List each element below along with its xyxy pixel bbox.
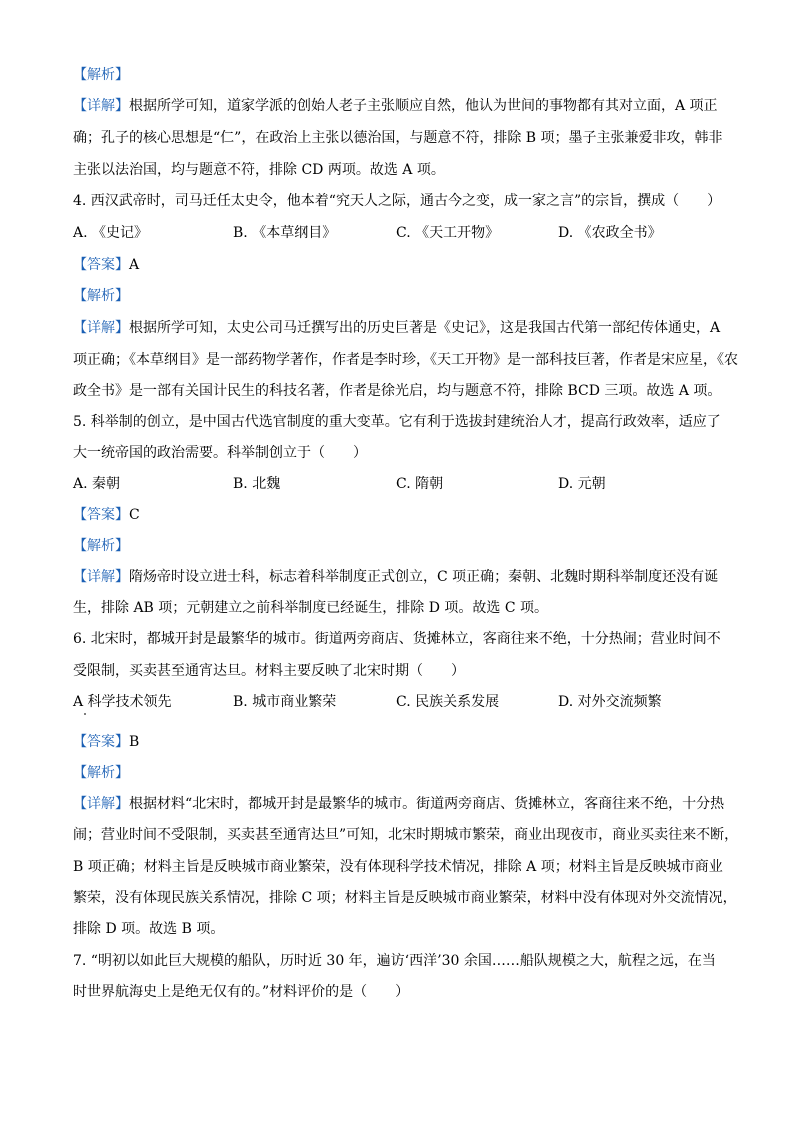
q4-answer: 【答案】A (73, 257, 140, 273)
q5-stem-line-2: 大一统帝国的政治需要。科举制创立于（ ） (73, 445, 367, 461)
q7-stem-line-2: 时世界航海史上是绝无仅有的。”材料评价的是（ ） (73, 984, 410, 1000)
analysis-tag-q3: 【解析】 (73, 67, 129, 83)
analysis-tag-q6: 【解析】 (73, 765, 129, 781)
detail-q5-line-2: 生，排除 AB 项；元朝建立之前科举制度已经诞生，排除 D 项。故选 C 项。 (73, 600, 549, 616)
q5-option-c: C. 隋朝 (396, 476, 444, 492)
q6-option-c: C. 民族关系发展 (396, 694, 500, 710)
stray-dot (84, 713, 86, 715)
q5-answer: 【答案】C (73, 507, 140, 523)
q6-stem-line-2: 受限制，买卖甚至通宵达旦。材料主要反映了北宋时期（ ） (73, 663, 465, 679)
q6-answer: 【答案】B (73, 734, 140, 750)
detail-q6-line-1: 【详解】根据材料“北宋时，都城开封是最繁华的城市。街道两旁商店、货摊林立，客商往来不绝，十分热 (73, 796, 725, 812)
detail-q6-line-5: 排除 D 项。故选 B 项。 (73, 921, 225, 937)
detail-q4-line-3: 政全书》是一部有关国计民生的科技名著，作者是徐光启，均与题意不符，排除 BCD 三项。故选 A 项。 (73, 383, 722, 399)
detail-q6-line-2: 闹；营业时间不受限制，买卖甚至通宵达旦”可知，北宋时期城市繁荣，商业出现夜市，商业买卖往来不断， (73, 827, 739, 843)
q6-option-b: B. 城市商业繁荣 (233, 694, 337, 710)
q6-option-a: A 科学技术领先 (73, 694, 172, 710)
q5-option-a: A. 秦朝 (73, 476, 121, 492)
q5-option-b: B. 北魏 (233, 476, 281, 492)
detail-q6-line-4: 繁荣，没有体现民族关系情况，排除 C 项；材料主旨是反映城市商业繁荣，材料中没有体现对外交流情况， (73, 890, 737, 906)
q4-option-c: C. 《天工开物》 (396, 225, 500, 241)
analysis-tag-q5: 【解析】 (73, 538, 129, 554)
detail-q4-line-1: 【详解】根据所学可知，太史公司马迁撰写出的历史巨著是《史记》，这是我国古代第一部纪传体通史，A (73, 320, 721, 336)
detail-tag: 【详解】 (73, 98, 129, 114)
q6-option-d: D. 对外交流频繁 (558, 694, 662, 710)
q4-option-b: B. 《本草纲目》 (233, 225, 337, 241)
q4-option-a: A. 《史记》 (73, 225, 149, 241)
analysis-tag-q4: 【解析】 (73, 288, 129, 304)
detail-q3-line-2: 确；孔子的核心思想是“仁”，在政治上主张以德治国，与题意不符，排除 B 项；墨子主张兼爱非攻，韩非 (73, 130, 723, 146)
detail-q3-line-3: 主张以法治国，均与题意不符，排除 CD 两项。故选 A 项。 (73, 162, 445, 178)
detail-q6-line-3: B 项正确；材料主旨是反映城市商业繁荣，没有体现科学技术情况，排除 A 项；材料主旨是反映城市商业 (73, 859, 723, 875)
q7-stem-line-1: 7. “明初以如此巨大规模的船队，历时近 30 年，遍访‘西洋’30 余国……船队规模之大，航程之远，在当 (73, 953, 716, 969)
q6-stem-line-1: 6. 北宋时，都城开封是最繁华的城市。街道两旁商店、货摊林立，客商往来不绝，十分热闹；营业时间不 (73, 631, 721, 647)
detail-q5-line-1: 【详解】隋炀帝时设立进士科，标志着科举制度正式创立，C 项正确；秦朝、北魏时期科举制度还没有诞 (73, 569, 719, 585)
detail-q4-line-2: 项正确；《本草纲目》是一部药物学著作，作者是李时珍，《天工开物》是一部科技巨著，作者是宋应星，《农 (73, 352, 738, 368)
q5-option-d: D. 元朝 (558, 476, 606, 492)
q4-option-d: D. 《农政全书》 (558, 225, 662, 241)
q4-stem: 4. 西汉武帝时，司马迁任太史令，他本着“究天人之际，通古今之变，成一家之言”的宗旨，撰成（ ） (73, 193, 722, 209)
detail-q3-line-1: 【详解】根据所学可知，道家学派的创始人老子主张顺应自然，他认为世间的事物都有其对立面，A 项正 (73, 98, 718, 114)
q5-stem-line-1: 5. 科举制的创立，是中国古代选官制度的重大变革。它有利于选拔封建统治人才，提高行政效率，适应了 (73, 414, 721, 430)
